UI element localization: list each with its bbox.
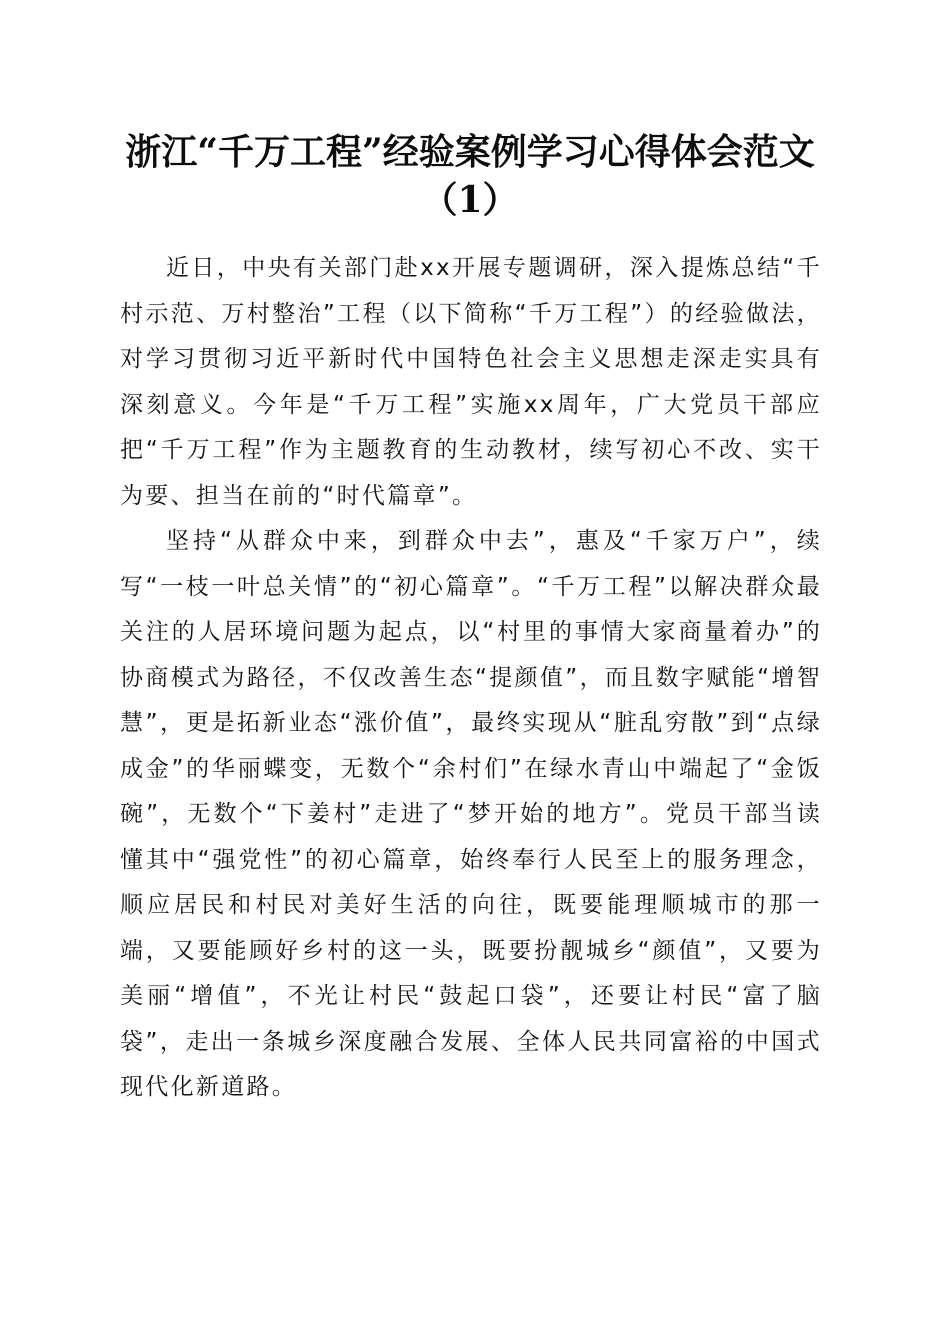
paragraph-2: 坚持“从群众中来，到群众中去”，惠及“千家万户”，续写“一枝一叶总关情”的“初心篇章”。“千万工程”以解决群众最关注的人居环境问题为起点，以“村里的事情大家商量着办”的协商模式为路径，不仅改善生态“提颜值”，而且数字赋能“增智慧”，更是拓新业态“涨价值”，最终实现从“脏乱穷散”到“点绿成金”的华丽蝶变，无数个“余村们”在绿水青山中端起了“金饭碗”，无数个“下姜村”走进了“梦开始的地方”。党员干部当读懂其中“强党性”的初心篇章，始终奉行人民至上的服务理念，顺应居民和村民对美好生活的向往，既要能理顺城市的那一端，又要能顾好乡村的这一头，既要扮靓城乡“颜值”，又要为美丽“增值”，不光让村民“鼓起口袋”，还要让村民“富了脑袋”，走出一条城乡深度融合发展、全体人民共同富裕的中国式现代化新道路。 xyxy=(120,528,822,1100)
document-title xyxy=(100,128,840,224)
paragraph-1: 近日，中央有关部门赴xx开展专题调研，深入提炼总结“千村示范、万村整治”工程（以下简称“千万工程”）的经验做法，对学习贯彻习近平新时代中国特色社会主义思想走深走实具有深刻意义。今年是“千万工程”实施xx周年，广大党员干部应把“千万工程”作为主题教育的生动教材，续写初心不改、实干为要、担当在前的“时代篇章”。 xyxy=(120,255,822,509)
title-line-1: 浙江“千万工程”经验案例学习心得体会范文 xyxy=(125,131,815,173)
title-line-2: （1） xyxy=(421,179,519,221)
document-body xyxy=(120,246,822,1111)
